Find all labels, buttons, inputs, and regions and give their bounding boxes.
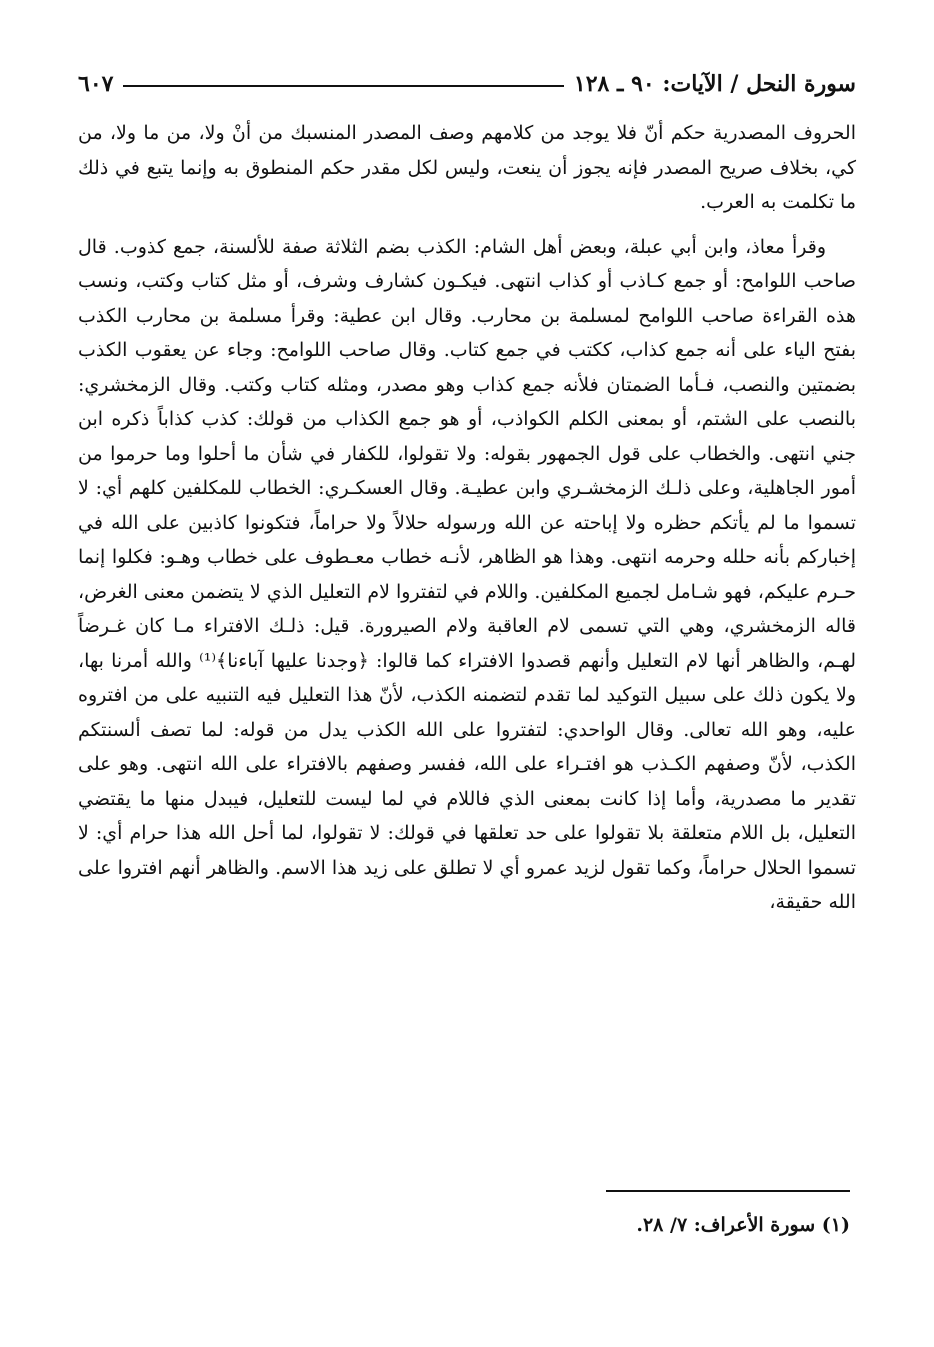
- page-number: ٦٠٧: [78, 71, 114, 97]
- main-text: [78, 116, 856, 920]
- header-rule: [123, 85, 563, 87]
- running-header: [78, 64, 856, 104]
- paragraph: الحروف المصدرية حكم أنّ فلا يوجد من كلامهم وصف المصدر المنسبك من أنْ ولا، من ما ولا، من كي، بخلاف صريح المصدر فإنه يجوز أن ينعت، وليس لكل مقدر حكم المنطوق به وإنما يتبع في ذلك ما تكلمت به العرب.: [78, 122, 856, 213]
- footnote-rule: [606, 1190, 850, 1192]
- paragraph: وقرأ معاذ، وابن أبي عبلة، وبعض أهل الشام: الكذب بضم الثلاثة صفة للألسنة، جمع كذوب. قال صاحب اللوامح: أو جمع كـاذب أو كذاب انتهى. فيكـون كشارف وشرف، أو مثل كتاب وكتب، ونسب هذه القراءة صاحب اللوامح لمسلمة بن محارب. وقال ابن عطية: وقرأ مسلمة بن محارب الكذب بفتح الياء على أنه جمع كذاب، ككتب في جمع كتاب. وقال صاحب اللوامح: وجاء عن يعقوب الكذب بضمتين والنصب، فـأما الضمتان فلأنه جمع كذاب وهو مصدر، ومثله كتاب وكتب. وقال الزمخشري: بالنصب على الشتم، أو بمعنى الكلم الكواذب، أو هو جمع الكذاب من قولك: كذب كذاباً ذكره ابن جني انتهى. والخطاب على قول الجمهور بقوله: ولا تقولوا، للكفار في شأن ما أحلوا وما حرموا من أمور الجاهلية، وعلى ذلـك الزمخشـري وابن عطيـة. وقال العسكـري: الخطاب للمكلفين كلهم أي: لا تسموا ما لم يأتكم حظره ولا إباحته عن الله ورسوله حلالاً ولا حراماً، فتكونوا كاذبين على الله في إخباركم بأنه حلله وحرمه انتهى. وهذا هو الظاهر، لأنـه خطاب معـطوف على خطاب وهـو: فكلوا إنما حـرم عليكم، فهو شـامل لجميع المكلفين. واللام في لتفتروا لام التعليل الذي لا يتضمن معنى الغرض، قاله الزمخشري، وهي التي تسمى لام العاقبة ولام الصيرورة. قيل: ذلـك الافتراء مـا كان غـرضاً لهـم، والظاهر أنها لام التعليل وأنهم قصدوا الافتراء كما قالوا: ﴿وجدنا عليها آباءنا﴾⁽¹⁾ والله أمرنا بها، ولا يكون ذلك على سبيل التوكيد لما تقدم لتضمنه الكذب، لأنّ هذا التعليل فيه التنبيه على من افتروه عليه، وهو الله تعالى. وقال الواحدي: لتفتروا على الله الكذب يدل من قوله: لما تصف ألسنتكم الكذب، لأنّ وصفهم الكـذب هو افتـراء على الله، ففسر وصفهم بالافتراء على الله انتهى. وهو على تقدير ما مصدرية، وأما إذا كانت بمعنى الذي فاللام في لما ليست للتعليل، فيبدل منها ما يقتضي التعليل، بل اللام متعلقة بلا تقولوا على حد تعلقها في قولك: لا تقولوا، لما أحل الله هذا حرام أي: لا تسموا الحلال حراماً، وكما تقول لزيد عمرو أي لا تطلق على زيد هذا الاسم. والظاهر أنهم افتروا على الله حقيقة،: [78, 235, 856, 913]
- surah-title: سورة النحل / الآيات: ٩٠ ـ ١٢٨: [573, 71, 856, 97]
- footnote: (١) سورة الأعراف: ٧/ ٢٨.: [636, 1214, 850, 1236]
